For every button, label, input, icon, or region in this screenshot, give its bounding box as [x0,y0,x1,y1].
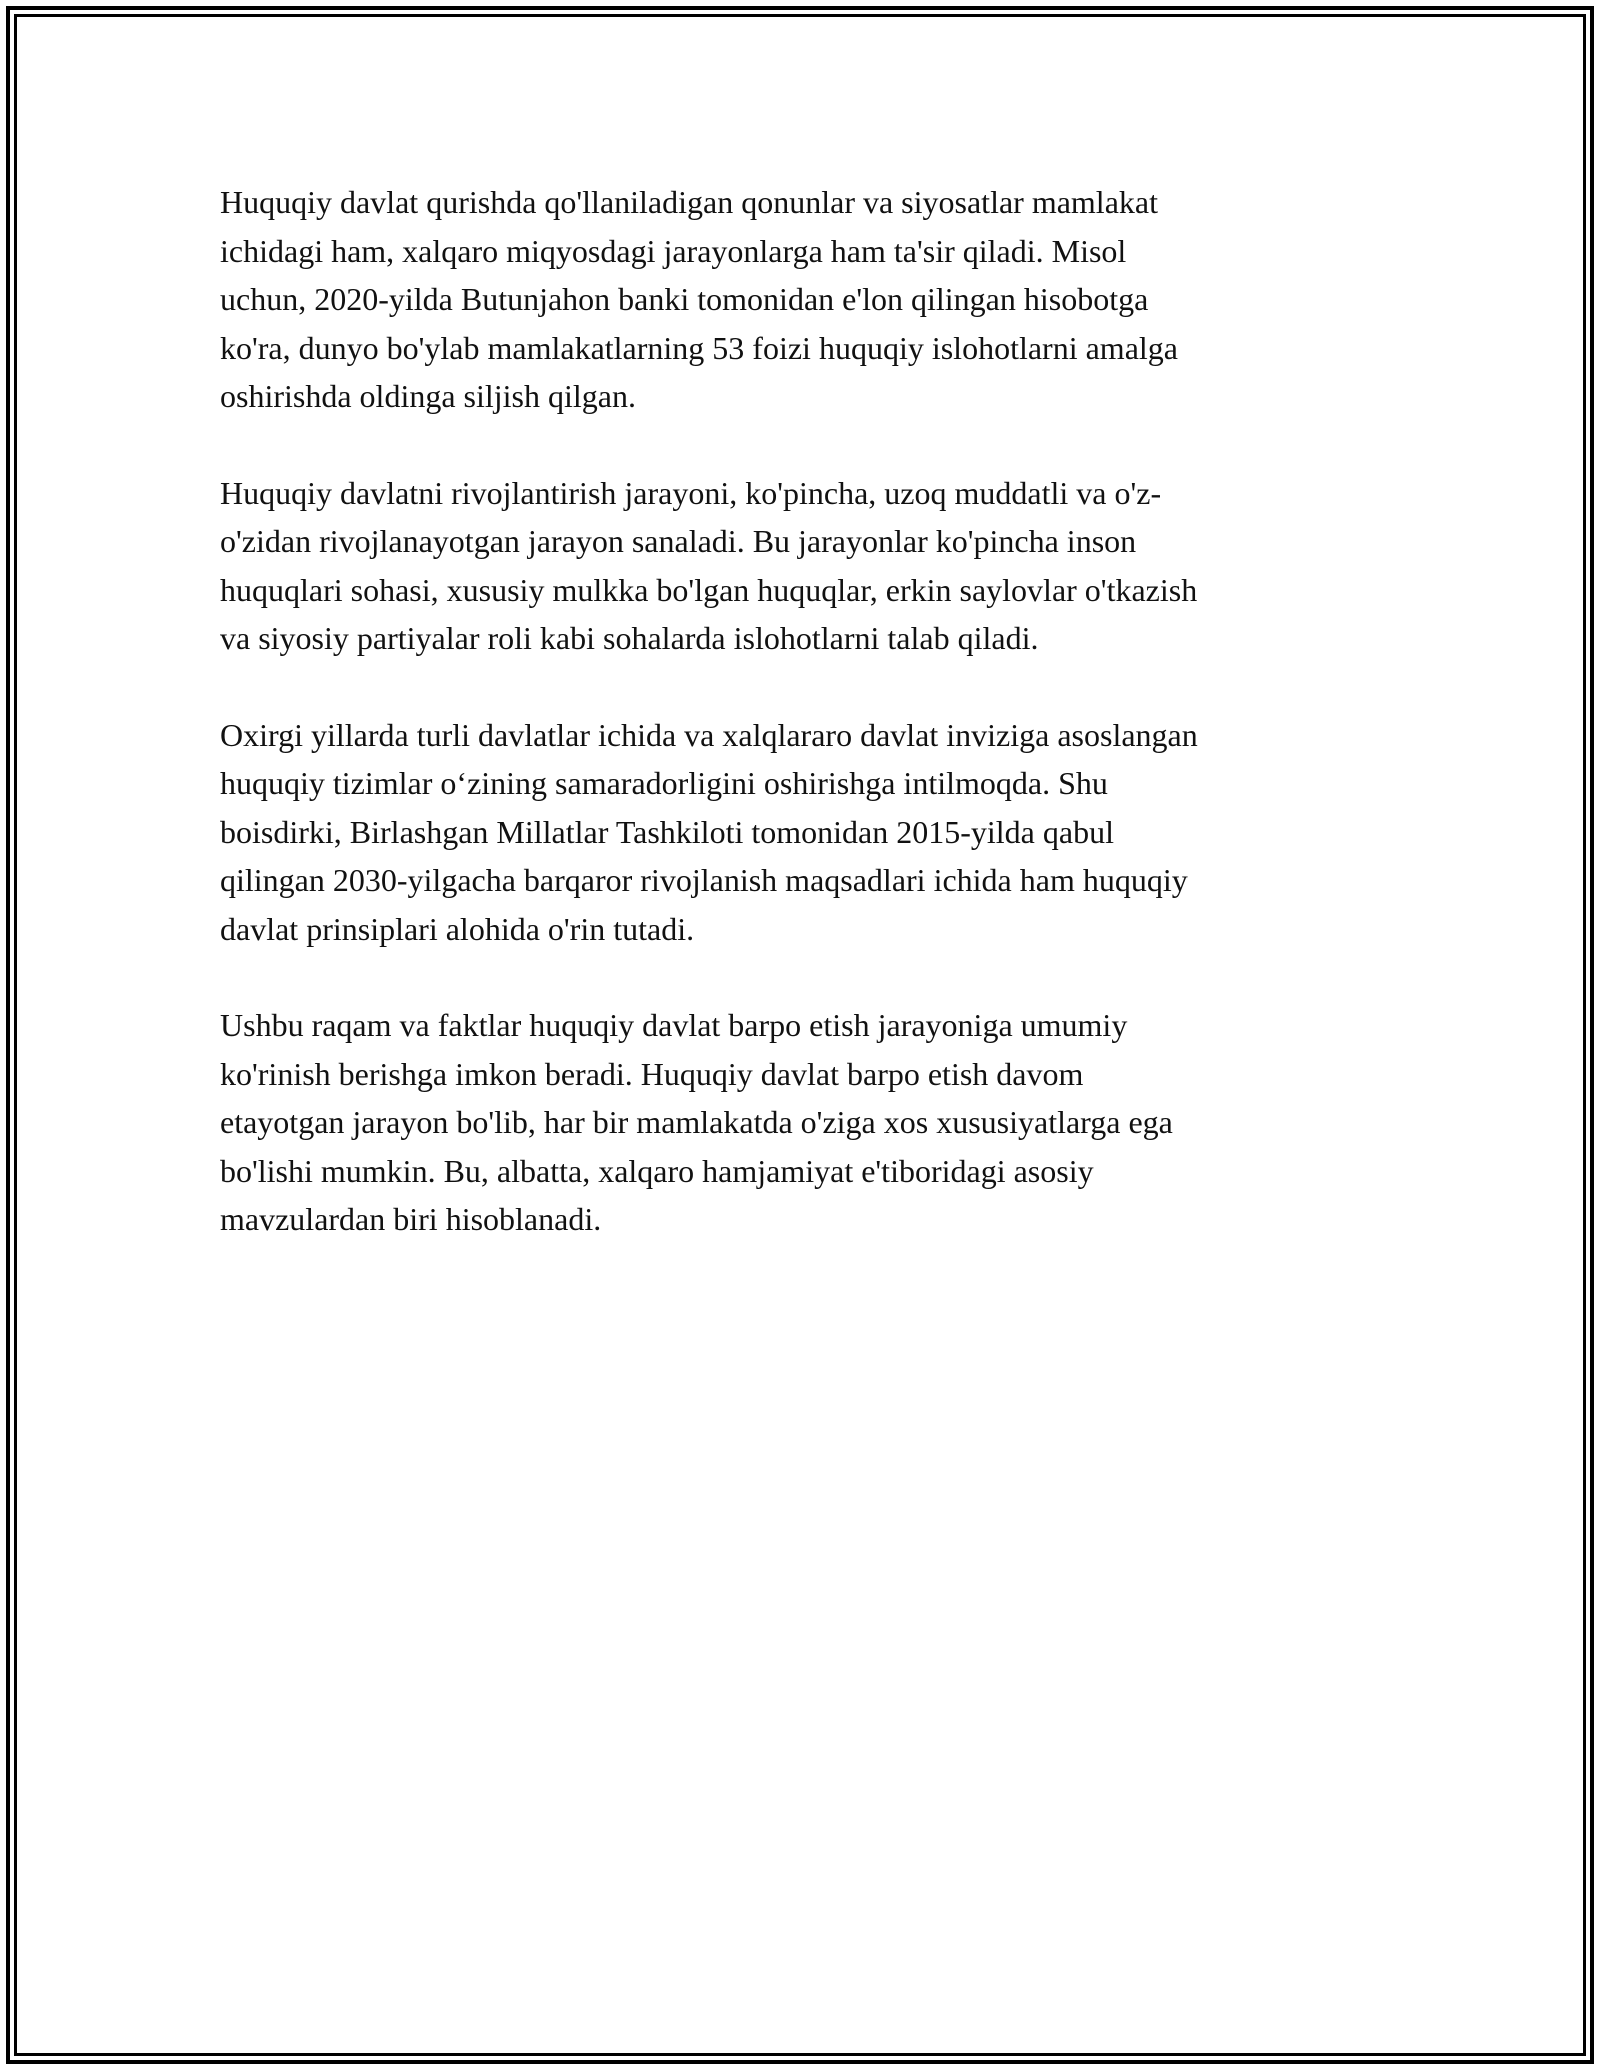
paragraph-2: Huquqiy davlatni rivojlantirish jarayoni, ko'pincha, uzoq muddatli va o'z- o'zidan rivojlanayotgan jarayon sanaladi. Bu jarayonlar ko'pincha inson huquqlari sohasi, xususiy mulkka bo'lgan huquqlar, erkin saylovlar o'tkazish va siyosiy partiyalar roli kabi sohalarda islohotlarni talab qiladi. [220,474,1198,656]
paragraph-4: Ushbu raqam va faktlar huquqiy davlat barpo etish jarayoniga umumiy ko'rinish berishga imkon beradi. Huquqiy davlat barpo etish davom etayotgan jarayon bo'lib, har bir mamlakatda o'ziga xos xususiyatlarga ega bo'lishi mumkin. Bu, albatta, xalqaro hamjamiyat e'tiboridagi asosiy mavzulardan biri hisoblanadi. [220,1007,1173,1237]
document-body [220,178,1370,1292]
paragraph-3: Oxirgi yillarda turli davlatlar ichida va xalqlararo davlat inviziga asoslangan huquqiy tizimlar o‘zining samaradorligini oshirishga intilmoqda. Shu boisdirki, Birlashgan Millatlar Tashkiloti tomonidan 2015-yilda qabul qilingan 2030-yilgacha barqaror rivojlanish maqsadlari ichida ham huquqiy davlat prinsiplari alohida o'rin tutadi. [220,716,1198,947]
paragraph-1: Huquqiy davlat qurishda qo'llaniladigan qonunlar va siyosatlar mamlakat ichidagi ham, xalqaro miqyosdagi jarayonlarga ham ta'sir qiladi. Misol uchun, 2020-yilda Butunjahon banki tomonidan e'lon qilingan hisobotga ko'ra, dunyo bo'ylab mamlakatlarning 53 foizi huquqiy islohotlarni amalga oshirishda oldinga siljish qilgan. [220,184,1178,414]
